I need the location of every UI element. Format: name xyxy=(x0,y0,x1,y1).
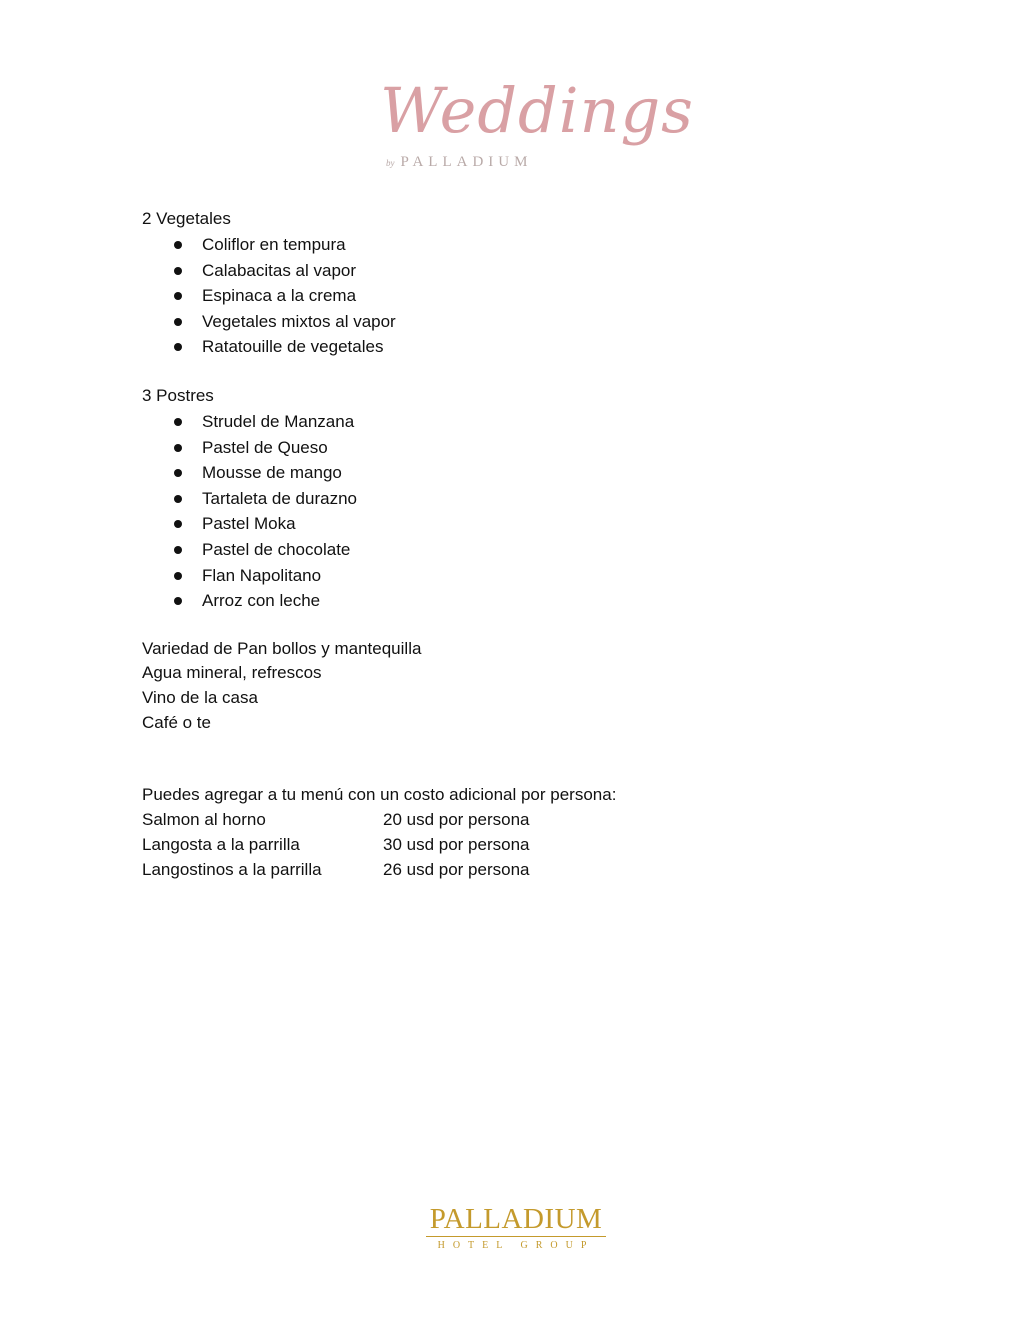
list-item: Vegetales mixtos al vapor xyxy=(142,309,902,335)
list-item: Mousse de mango xyxy=(142,460,902,486)
addon-item: Langostinos a la parrilla xyxy=(142,859,322,879)
spacer xyxy=(142,614,902,637)
extra-line: Café o te xyxy=(142,712,211,732)
addons-block xyxy=(142,783,902,882)
list-item: Ratatouille de vegetales xyxy=(142,334,902,360)
spacer xyxy=(142,735,902,783)
footer-brand: PALLADIUM xyxy=(429,1203,603,1235)
extras-block xyxy=(142,637,902,736)
list-item: Strudel de Manzana xyxy=(142,409,902,435)
weddings-logo-script: Weddings xyxy=(380,74,695,147)
extra-line: Variedad de Pan bollos y mantequilla xyxy=(142,638,422,658)
extra-line: Vino de la casa xyxy=(142,688,258,708)
list-item: Arroz con leche xyxy=(142,588,902,614)
palladium-footer-logo xyxy=(424,1202,608,1258)
section-title: 2 Vegetales xyxy=(142,209,231,228)
extra-line: Agua mineral, refrescos xyxy=(142,663,322,683)
addon-row xyxy=(142,808,902,833)
addon-price: 30 usd por persona xyxy=(383,834,530,854)
addon-item: Langosta a la parrilla xyxy=(142,834,300,854)
spacer xyxy=(142,360,902,383)
list-item: Coliflor en tempura xyxy=(142,232,902,258)
list-item: Flan Napolitano xyxy=(142,563,902,589)
footer-sub: HOTEL GROUP xyxy=(426,1236,606,1253)
menu-content xyxy=(142,206,902,882)
list-item: Tartaleta de durazno xyxy=(142,486,902,512)
list-item: Calabacitas al vapor xyxy=(142,258,902,284)
list-item: Pastel Moka xyxy=(142,511,902,537)
addon-price: 26 usd por persona xyxy=(383,859,530,879)
list-item: Espinaca a la crema xyxy=(142,283,902,309)
addons-intro: Puedes agregar a tu menú con un costo adicional por persona: xyxy=(142,785,617,805)
section-postres xyxy=(142,383,902,614)
addon-row xyxy=(142,833,902,858)
list-item: Pastel de Queso xyxy=(142,435,902,461)
section-title: 3 Postres xyxy=(142,385,214,405)
weddings-logo-by: by xyxy=(386,158,395,168)
list-item: Pastel de chocolate xyxy=(142,537,902,563)
addon-price: 20 usd por persona xyxy=(383,810,530,830)
weddings-logo-byline xyxy=(386,152,532,173)
weddings-logo xyxy=(372,74,695,184)
addon-item: Salmon al horno xyxy=(142,810,266,830)
vegetales-list xyxy=(142,232,902,360)
weddings-logo-name: PALLADIUM xyxy=(400,154,533,170)
addon-row xyxy=(142,858,902,883)
postres-list xyxy=(142,409,902,614)
section-vegetales xyxy=(142,206,902,360)
